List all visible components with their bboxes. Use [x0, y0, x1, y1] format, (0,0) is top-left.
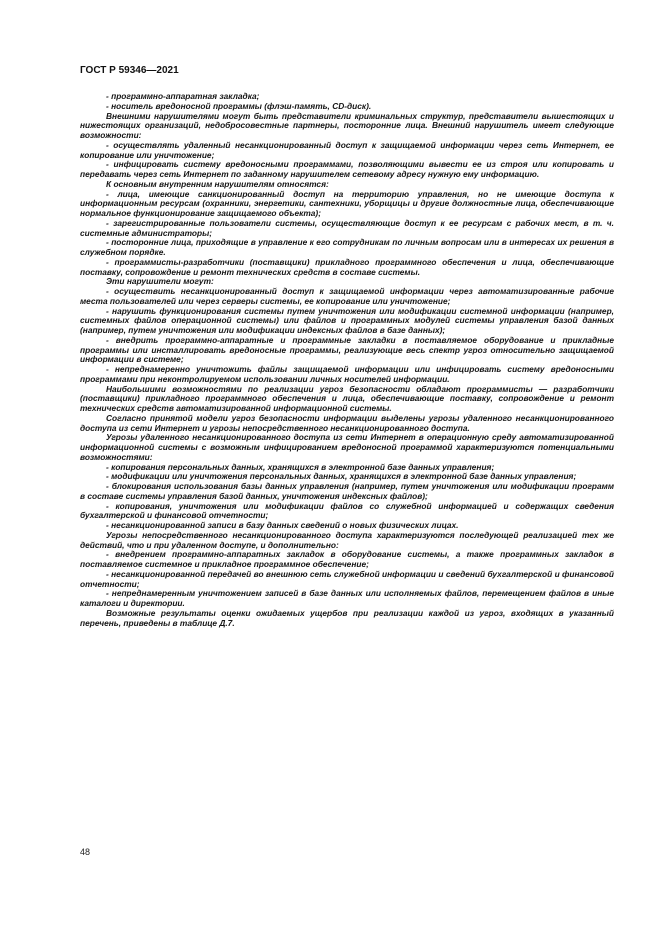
paragraph: Наибольшими возможностями по реализации угроз безопасности обладают программисты — разработчики (поставщики) прикладного программного обеспечения и лица, обеспечивающие поставку, сопровождение и ремонт технических средств автоматизированной информационной системы.: [80, 383, 614, 413]
paragraph: - несанкционированной передачей во внешнюю сеть служебной информации и сведений бухгалтерской и финансовой отчетности;: [80, 568, 614, 589]
paragraph: - посторонние лица, приходящие в управление к его сотрудникам по личным вопросам или в интересах их решения в служебном порядке.: [80, 237, 614, 257]
paragraph: - непреднамеренно уничтожить файлы защищаемой информации или инфицировать систему вредоносными программами при неконтролируемом использовании личных носителей информации.: [80, 364, 614, 384]
paragraph: - осуществлять удаленный несанкционированный доступ к защищаемой информации через сеть Интернет, ее копирование или уничтожение;: [80, 139, 614, 160]
paragraph: Внешними нарушителями могут быть представители криминальных структур, представители вышестоящих и нижестоящих организаций, недобросовестные партнеры, посторонние лица. Внешний нарушитель имеет следующие возможности:: [80, 110, 614, 140]
document-header: ГОСТ Р 59346—2021: [80, 65, 179, 76]
paragraph: - модификации или уничтожения персональных данных, хранящихся в электронной базе данных управления;: [106, 471, 577, 482]
paragraph: - несанкционированной записи в базу данных сведений о новых физических лицах.: [106, 520, 459, 530]
paragraph: - копирования персональных данных, хранящихся в электронной базе данных управления;: [106, 461, 495, 472]
paragraph: - программно-аппаратная закладка;: [106, 91, 260, 101]
paragraph: К основным внутренним нарушителям относятся:: [106, 178, 329, 189]
page-number: 48: [80, 847, 91, 857]
paragraph: - носитель вредоносной программы (флэш-память, CD-диск).: [106, 100, 372, 111]
paragraph: - блокирования использования базы данных управления (например, путем уничтожения или модификации программ в составе системы управления базой данных, уничтожения индексных файлов);: [80, 481, 614, 501]
paragraph: Эти нарушители могут:: [106, 276, 214, 287]
paragraph: - лица, имеющие санкционированный доступ на территорию управления, но не имеющие доступа к информационным ресурсам (охранники, энергетики, сантехники, уборщицы и другие должностные лица, обеспечивающие нормальное функционирование защищаемого объекта);: [80, 188, 614, 218]
paragraph: - программисты-разработчики (поставщики) прикладного программного обеспечения и лица, обеспечивающие поставку, сопровождение и ремонт технических средств в составе системы.: [80, 256, 614, 277]
document-body: [80, 92, 614, 628]
paragraph: - внедрением программно-аппаратных закладок в оборудование системы, а также программных закладок в поставляемое системное и прикладное программное обеспечение;: [80, 549, 614, 569]
paragraph: - осуществить несанкционированный доступ к защищаемой информации через автоматизированные рабочие места пользователей или через серверы системы, ее копирование или уничтожение;: [80, 286, 614, 306]
paragraph: - внедрить программно-аппаратные и программные закладки в поставляемое оборудование и прикладные программы или инсталлировать вредоносные программы, реализующие весь спектр угроз относительно защищаемой информации в системе;: [80, 334, 614, 365]
paragraph: - нарушить функционирования системы путем уничтожения или модификации системной информации (например, системных файлов операционной системы) или файлов и программных модулей системы управления базой данных (например, путем уничтожения или модификации индексных файлов в базе данных);: [80, 305, 614, 335]
paragraph: - зарегистрированные пользователи системы, осуществляющие доступ к ее ресурсам с рабочих мест, в т. ч. системные администраторы;: [80, 217, 614, 238]
paragraph: Угрозы удаленного несанкционированного доступа из сети Интернет в операционную среду автоматизированной информационной системы с возможным инфицированием вредоносной программой характеризуются потенциальными возможностями:: [80, 432, 614, 462]
paragraph: - непреднамеренным уничтожением записей в базе данных или исполняемых файлов, перемещением файлов в иные каталоги и директории.: [80, 588, 614, 608]
paragraph: Угрозы непосредственного несанкционированного доступа характеризуются последующей реализацией тех же действий, что и при удаленном доступе, и дополнительно:: [80, 529, 614, 550]
paragraph: Возможные результаты оценки ожидаемых ущербов при реализации каждой из угроз, входящих в указанный перечень, приведены в таблице Д.7.: [80, 607, 614, 628]
paragraph: - копирования, уничтожения или модификации файлов со служебной информацией и содержащих сведения бухгалтерской и финансовой отчетности;: [80, 500, 614, 521]
paragraph: - инфицировать систему вредоносными программами, позволяющими вывести ее из строя или копировать и передавать через сеть Интернет по заданному нарушителем сетевому адресу нужную ему информацию.: [80, 159, 614, 179]
paragraph: Согласно принятой модели угроз безопасности информации выделены угрозы удаленного несанкционированного доступа из сети Интернет и угрозы непосредственного несанкционированного доступа.: [80, 412, 614, 433]
